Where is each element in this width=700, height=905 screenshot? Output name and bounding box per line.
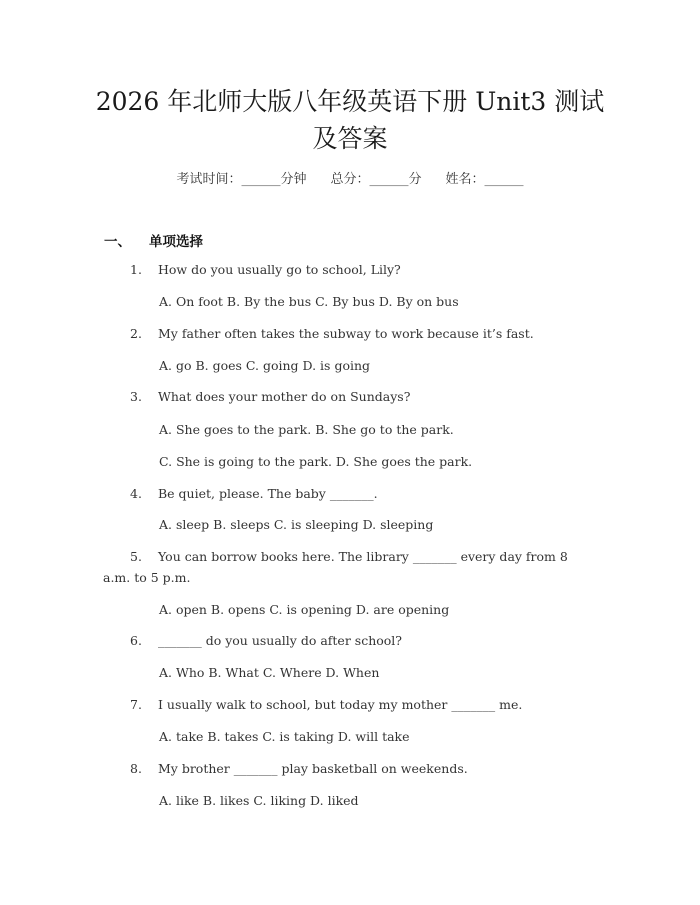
question-number: 1. <box>130 262 142 277</box>
question-5-options: A. open B. opens C. is opening D. are opening <box>159 602 450 617</box>
question-4-options: A. sleep B. sleeps C. is sleeping D. sleeping <box>159 517 434 532</box>
question-5-continuation: a.m. to 5 p.m. <box>103 570 191 585</box>
question-number: 6. <box>130 633 142 648</box>
question-7-options: A. take B. takes C. is taking D. will take <box>159 729 410 744</box>
question-3-options-1: A. She goes to the park. B. She go to the park. <box>159 422 454 437</box>
page-title-line-1: 2026 年北师大版八年级英语下册 Unit3 测试 <box>95 87 605 116</box>
section-title: 单项选择 <box>149 234 203 250</box>
question-2 <box>130 326 534 341</box>
total-score-field: 总分：______分 <box>330 172 422 187</box>
question-3-options-2: C. She is going to the park. D. She goes the park. <box>159 454 473 469</box>
question-text: Be quiet, please. The baby _______. <box>158 486 378 501</box>
question-number: 2. <box>130 326 142 341</box>
question-3 <box>130 389 410 404</box>
page-title-line-2: 及答案 <box>312 124 388 153</box>
exam-meta <box>0 168 700 187</box>
question-text: My brother _______ play basketball on weekends. <box>158 761 468 776</box>
exam-time-field: 考试时间：______分钟 <box>176 172 307 187</box>
question-text: What does your mother do on Sundays? <box>158 389 411 404</box>
question-number: 4. <box>130 486 142 501</box>
question-8 <box>130 761 468 776</box>
question-number: 7. <box>130 697 142 712</box>
question-1 <box>130 262 401 277</box>
question-4 <box>130 486 378 501</box>
question-8-options: A. like B. likes C. liking D. liked <box>159 793 359 808</box>
question-6-options: A. Who B. What C. Where D. When <box>159 665 380 680</box>
question-text: How do you usually go to school, Lily? <box>158 262 401 277</box>
question-number: 3. <box>130 389 142 404</box>
question-2-options: A. go B. goes C. going D. is going <box>159 358 371 373</box>
question-text: My father often takes the subway to work because it’s fast. <box>158 326 534 341</box>
question-1-options: A. On foot B. By the bus C. By bus D. By on bus <box>159 294 459 309</box>
question-5 <box>130 549 568 564</box>
section-heading <box>104 230 203 250</box>
question-text: I usually walk to school, but today my mother _______ me. <box>158 697 523 712</box>
question-7 <box>130 697 522 712</box>
section-number: 一、 <box>104 234 131 250</box>
question-number: 5. <box>130 549 142 564</box>
question-text: You can borrow books here. The library _______ every day from 8 <box>158 549 568 564</box>
question-6 <box>130 633 402 648</box>
question-text: _______ do you usually do after school? <box>158 633 403 648</box>
question-number: 8. <box>130 761 142 776</box>
student-name-field: 姓名：______ <box>445 172 524 187</box>
